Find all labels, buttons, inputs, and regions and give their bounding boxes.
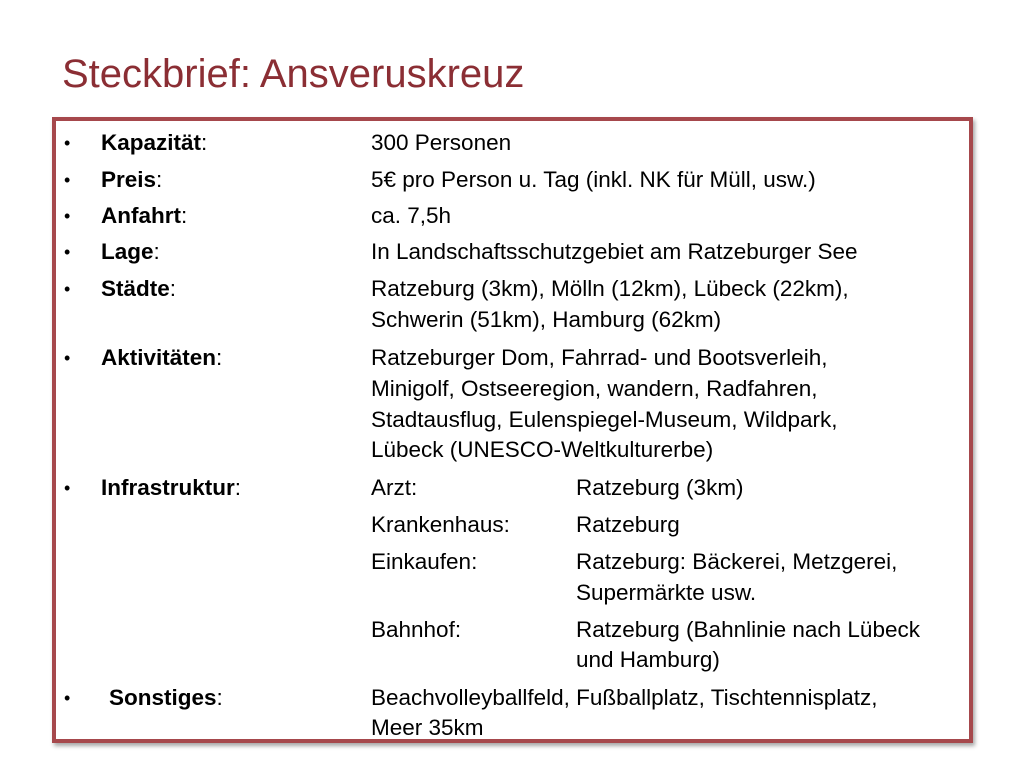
item-label: Kapazität: [101, 130, 202, 155]
item-label: Infrastruktur: [101, 475, 235, 500]
bullet: •: [64, 279, 71, 299]
infra-key: Arzt:: [371, 475, 418, 500]
item-value: Ratzeburg (3km), Mölln (12km), Lübeck (22km),: [371, 276, 849, 301]
infra-value: Ratzeburg: Bäckerei, Metzgerei,: [576, 549, 898, 574]
infra-key: Bahnhof:: [371, 617, 462, 642]
item-staedte: • Städte: Ratzeburg (3km), Mölln (12km), Lübeck (22km),: [56, 274, 969, 304]
item-value: 300 Personen: [371, 130, 512, 155]
infra-einkaufen: [56, 547, 969, 577]
item-label: Preis: [101, 167, 157, 192]
bullet: •: [64, 206, 71, 226]
item-value: Minigolf, Ostseeregion, wandern, Radfahren,: [371, 376, 818, 401]
bullet: •: [64, 478, 71, 498]
bullet: •: [64, 133, 71, 153]
infra-value: Ratzeburg (Bahnlinie nach Lübeck: [576, 617, 920, 642]
bullet: •: [64, 170, 71, 190]
item-label: Lage: [101, 239, 154, 264]
item-label: Sonstiges: [109, 685, 217, 710]
item-value: Ratzeburger Dom, Fahrrad- und Bootsverleih,: [371, 345, 828, 370]
item-label: Städte: [101, 276, 170, 301]
bullet: •: [64, 688, 71, 708]
infra-key: Krankenhaus:: [371, 512, 510, 537]
item-infrastruktur: • Infrastruktur: Arzt: Ratzeburg (3km): [56, 473, 969, 503]
infra-value: Ratzeburg: [576, 512, 680, 537]
item-kapazitaet: • Kapazität: 300 Personen: [56, 128, 969, 158]
bullet: •: [64, 242, 71, 262]
item-sonstiges: • Sonstiges: Beachvolleyballfeld, Fußballplatz, Tischtennisplatz,: [56, 683, 969, 713]
item-value: Stadtausflug, Eulenspiegel-Museum, Wildpark,: [371, 407, 838, 432]
item-aktivitaeten: • Aktivitäten: Ratzeburger Dom, Fahrrad- und Bootsverleih,: [56, 343, 969, 373]
item-anfahrt: • Anfahrt: ca. 7,5h: [56, 201, 969, 231]
content-box: [52, 117, 973, 743]
infra-bahnhof: [56, 615, 969, 645]
item-value: In Landschaftsschutzgebiet am Ratzeburger See: [371, 239, 858, 264]
infra-krankenhaus: [56, 510, 969, 540]
item-value: 5€ pro Person u. Tag (inkl. NK für Müll, usw.): [371, 167, 816, 192]
item-label: Aktivitäten: [101, 345, 217, 370]
infra-value: Supermärkte usw.: [576, 580, 757, 605]
slide-title: Steckbrief: Ansveruskreuz: [62, 52, 525, 96]
item-value: Lübeck (UNESCO-Weltkulturerbe): [371, 437, 714, 462]
item-value: Beachvolleyballfeld, Fußballplatz, Tischtennisplatz,: [371, 685, 878, 710]
item-value: Schwerin (51km), Hamburg (62km): [371, 307, 722, 332]
item-lage: • Lage: In Landschaftsschutzgebiet am Ratzeburger See: [56, 237, 969, 267]
item-preis: • Preis: 5€ pro Person u. Tag (inkl. NK für Müll, usw.): [56, 165, 969, 195]
infra-key: Einkaufen:: [371, 549, 478, 574]
bullet: •: [64, 348, 71, 368]
infra-value: Ratzeburg (3km): [576, 475, 744, 500]
item-value: ca. 7,5h: [371, 203, 452, 228]
item-label: Anfahrt: [101, 203, 181, 228]
item-value: Meer 35km: [371, 715, 484, 740]
item-staedte-cont: [56, 305, 969, 335]
infra-value: und Hamburg): [576, 647, 720, 672]
